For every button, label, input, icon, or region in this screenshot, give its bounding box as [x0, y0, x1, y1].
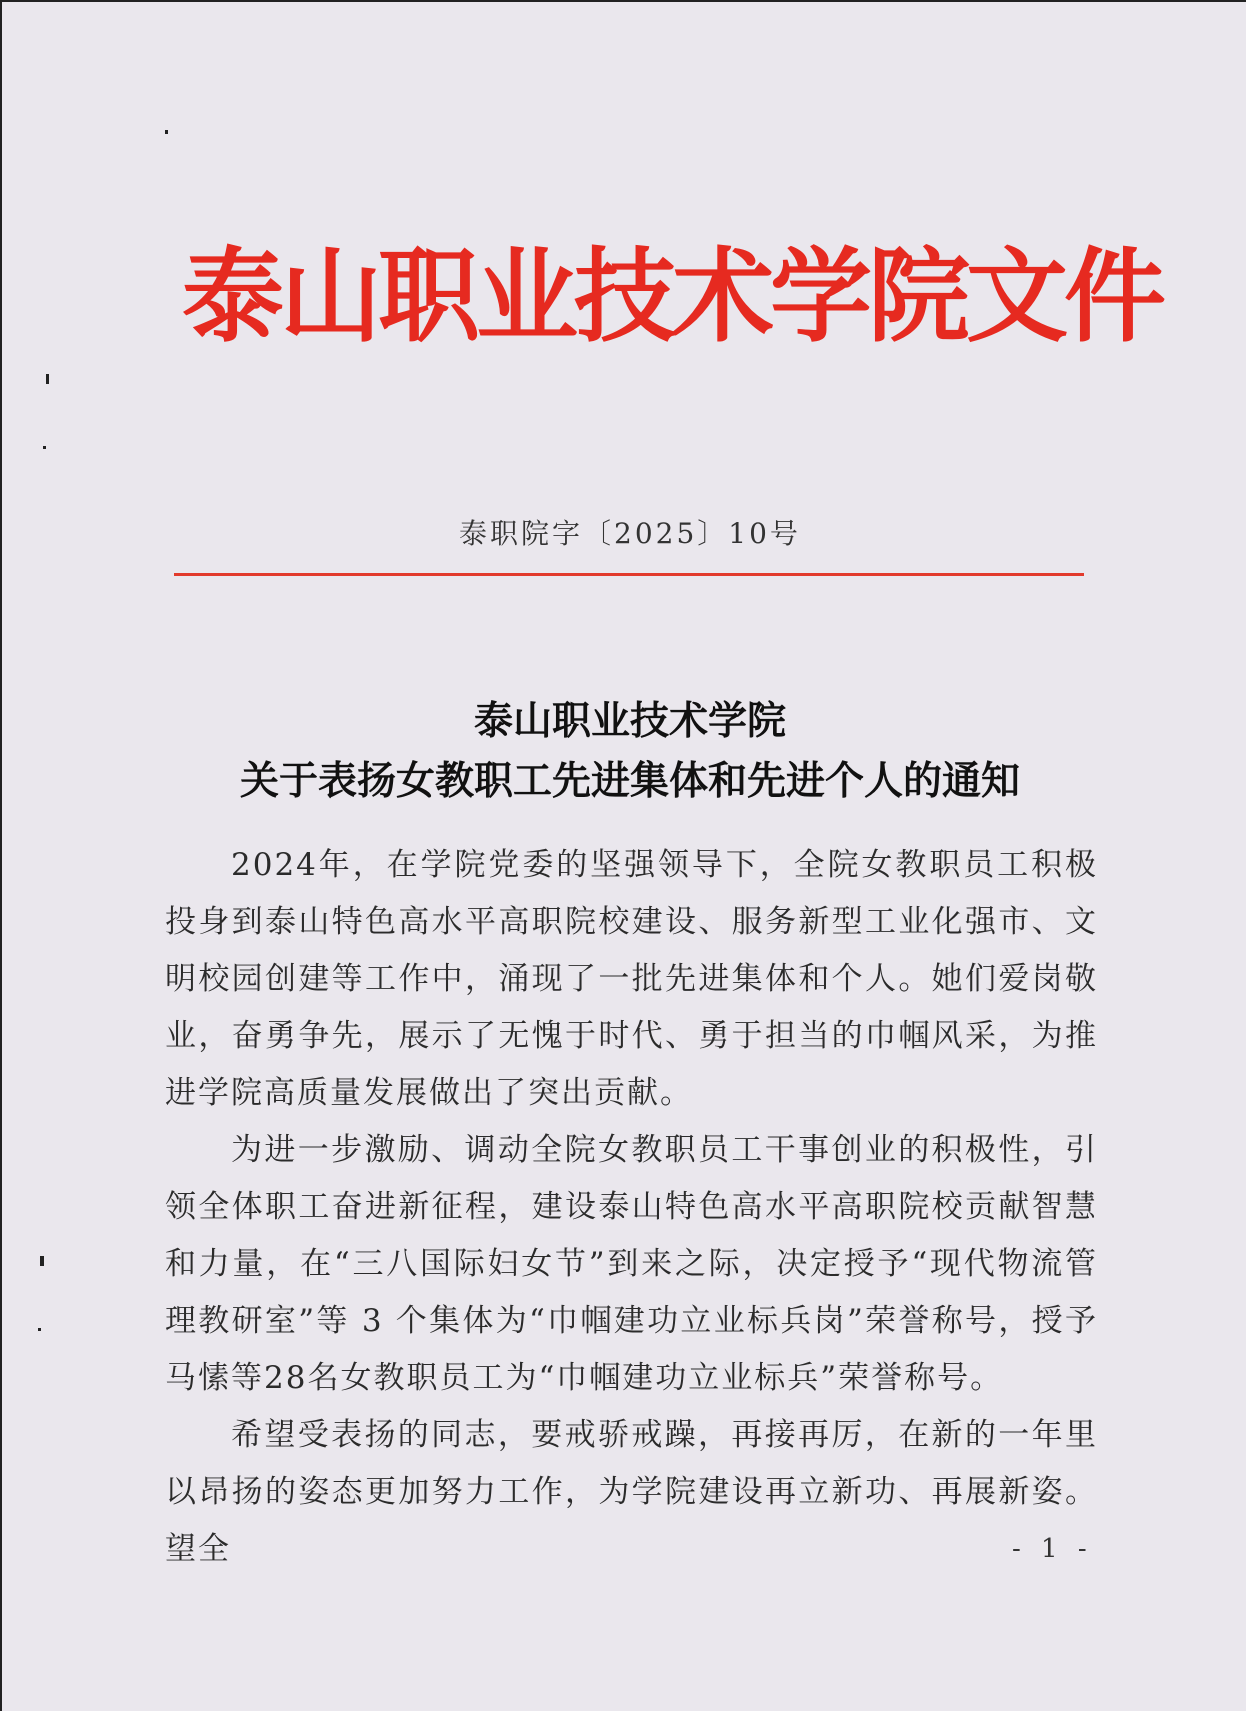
notice-title-line2: 关于表扬女教职工先进集体和先进个人的通知 — [239, 758, 1020, 804]
page-number: - 1 - — [1012, 1534, 1093, 1564]
body-paragraph: 2024年，在学院党委的坚强领导下，全院女教职员工积极投身到泰山特色高水平高职院校建设、服务新型工业化强市、文明校园创建等工作中，涌现了一批先进集体和个人。她们爱岗敬业，奋勇争先，展示了无愧于时代、勇于担当的巾帼风采，为推进学院高质量发展做出了突出贡献。 — [165, 847, 1098, 1111]
body-paragraph: 为进一步激励、调动全院女教职员工干事创业的积极性，引领全体职工奋进新征程，建设泰山特色高水平高职院校贡献智慧和力量，在“三八国际妇女节”到来之际，决定授予“现代物流管理教研室”等 3 个集体为“巾帼建功立业标兵岗”荣誉称号，授予马愫等28名女教职员工为“巾帼建功立业标兵”荣誉称号。 — [165, 1132, 1098, 1396]
scan-speck — [46, 374, 49, 384]
red-separator-line — [174, 573, 1084, 576]
scan-speck — [165, 130, 168, 134]
notice-title-line1: 泰山职业技术学院 — [473, 698, 786, 744]
scan-speck — [40, 1256, 44, 1266]
body-paragraph: 希望受表扬的同志，要戒骄戒躁，再接再厉，在新的一年里以昂扬的姿态更加努力工作，为学院建设再立新功、再展新姿。望全 — [165, 1417, 1098, 1567]
scan-speck — [43, 446, 46, 449]
scan-speck — [38, 1328, 41, 1331]
issuer-masthead: 泰山职业技术学院文件 — [182, 237, 1162, 357]
document-number: 泰职院字〔2025〕10号 — [459, 517, 801, 550]
notice-body — [165, 837, 1098, 1578]
